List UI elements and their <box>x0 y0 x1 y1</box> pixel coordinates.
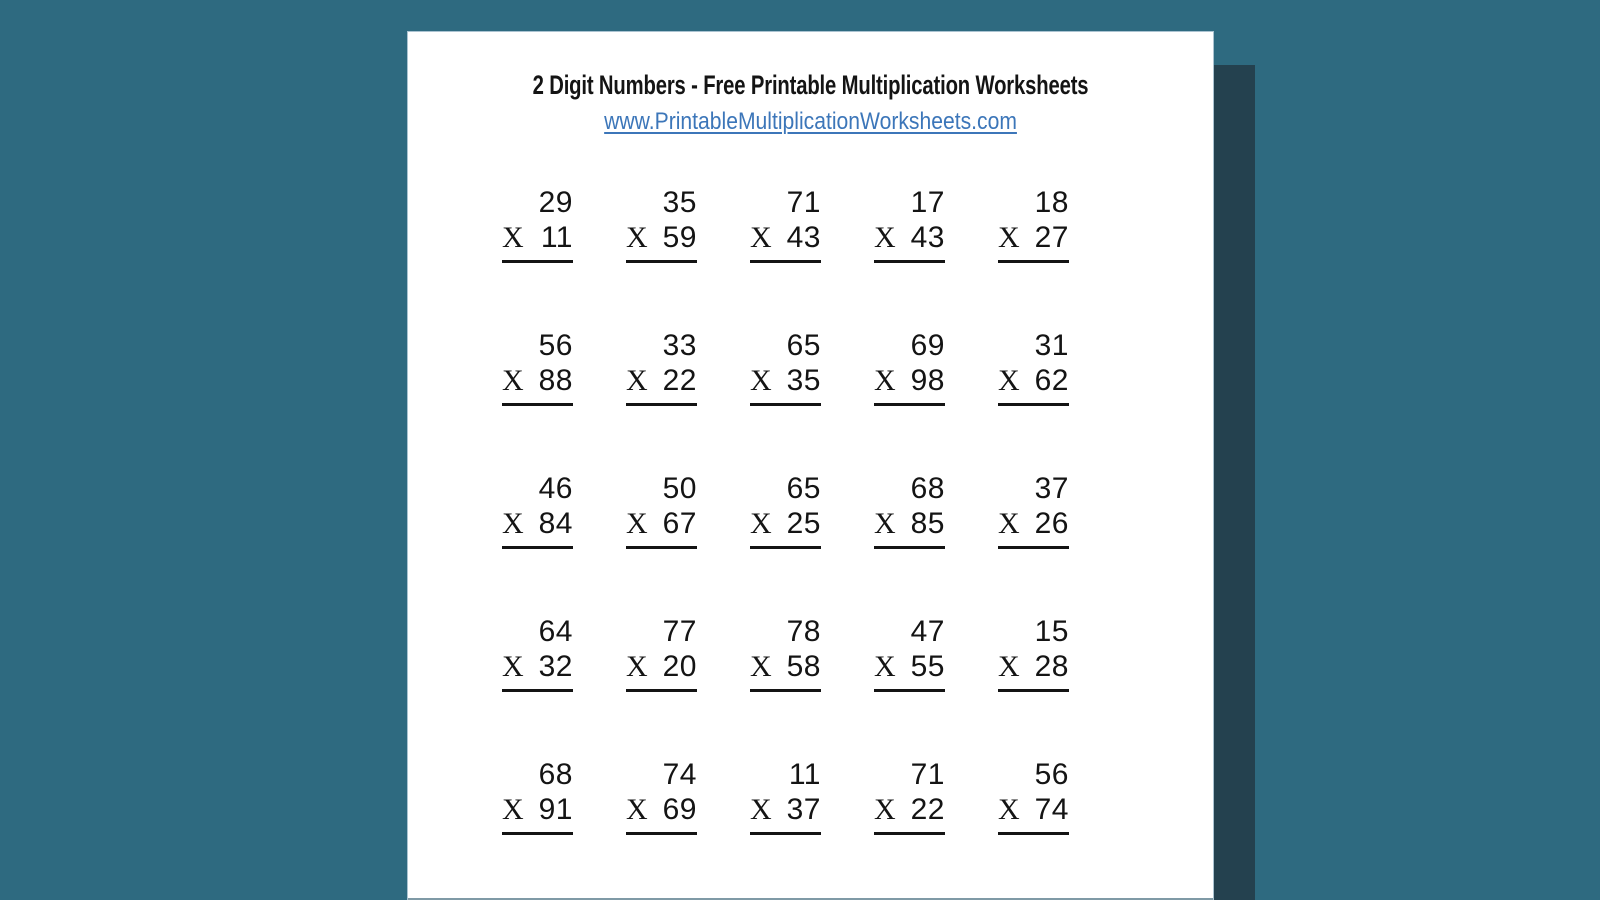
multiply-sign: X <box>750 221 772 255</box>
multiplier: 88 <box>538 364 573 398</box>
worksheet-page <box>408 32 1213 900</box>
multiplier: 43 <box>786 221 821 255</box>
multiplication-problem <box>502 617 573 692</box>
multiplication-problem <box>502 331 573 406</box>
problem-bottom-row <box>874 366 945 396</box>
multiply-sign: X <box>502 793 524 827</box>
problem-bottom-row <box>750 795 821 825</box>
problem-bottom-row <box>998 366 1069 396</box>
answer-line <box>998 832 1069 835</box>
problem-bottom-row <box>502 652 573 682</box>
problem-bottom-row <box>750 366 821 396</box>
problem-bottom-row <box>998 509 1069 539</box>
problem-bottom-row <box>502 795 573 825</box>
multiplicand: 56 <box>538 329 573 363</box>
multiply-sign: X <box>626 364 648 398</box>
problem-bottom-row <box>750 652 821 682</box>
answer-line <box>502 546 573 549</box>
problem-bottom-row <box>750 223 821 253</box>
multiply-sign: X <box>626 650 648 684</box>
multiplier: 22 <box>662 364 697 398</box>
multiplier: 59 <box>662 221 697 255</box>
multiply-sign: X <box>626 507 648 541</box>
answer-line <box>750 546 821 549</box>
multiplicand: 33 <box>662 329 697 363</box>
answer-line <box>502 832 573 835</box>
multiplicand: 50 <box>662 472 697 506</box>
answer-line <box>998 403 1069 406</box>
answer-line <box>874 546 945 549</box>
multiplicand: 64 <box>538 615 573 649</box>
multiplicand: 47 <box>910 615 945 649</box>
multiply-sign: X <box>998 793 1020 827</box>
page-drop-shadow <box>1214 65 1255 900</box>
multiply-sign: X <box>874 793 896 827</box>
multiplicand: 35 <box>662 186 697 220</box>
answer-line <box>874 832 945 835</box>
answer-line <box>626 546 697 549</box>
answer-line <box>750 832 821 835</box>
multiplication-problem <box>502 188 573 263</box>
answer-line <box>874 260 945 263</box>
multiplicand: 74 <box>662 758 697 792</box>
multiplication-problem <box>998 760 1069 835</box>
multiplicand: 71 <box>910 758 945 792</box>
multiply-sign: X <box>750 793 772 827</box>
multiplication-problem <box>626 188 697 263</box>
multiplication-problem <box>626 474 697 549</box>
multiplier: 84 <box>538 507 573 541</box>
multiplication-problem <box>874 617 945 692</box>
multiplication-problem <box>502 474 573 549</box>
problem-bottom-row <box>502 509 573 539</box>
problem-bottom-row <box>998 223 1069 253</box>
multiply-sign: X <box>874 221 896 255</box>
answer-line <box>626 403 697 406</box>
multiplicand: 68 <box>538 758 573 792</box>
answer-line <box>998 546 1069 549</box>
worksheet-title-text: 2 Digit Numbers - Free Printable Multiplication Worksheets <box>532 70 1089 100</box>
multiplication-problem <box>874 188 945 263</box>
problem-bottom-row <box>874 509 945 539</box>
multiplication-problem <box>750 617 821 692</box>
answer-line <box>750 689 821 692</box>
worksheet-title <box>408 32 1213 101</box>
multiply-sign: X <box>874 364 896 398</box>
multiplicand: 78 <box>786 615 821 649</box>
answer-line <box>626 260 697 263</box>
multiplicand: 46 <box>538 472 573 506</box>
multiplier: 37 <box>786 793 821 827</box>
multiplier: 25 <box>786 507 821 541</box>
multiplication-problem <box>626 760 697 835</box>
multiply-sign: X <box>502 364 524 398</box>
multiplicand: 17 <box>910 186 945 220</box>
multiplicand: 69 <box>910 329 945 363</box>
multiplier: 28 <box>1034 650 1069 684</box>
multiply-sign: X <box>998 364 1020 398</box>
problem-bottom-row <box>502 223 573 253</box>
multiplication-problem <box>502 760 573 835</box>
problem-bottom-row <box>750 509 821 539</box>
problem-bottom-row <box>874 795 945 825</box>
multiply-sign: X <box>626 793 648 827</box>
multiplication-problem <box>626 331 697 406</box>
multiplier: 20 <box>662 650 697 684</box>
problem-bottom-row <box>874 223 945 253</box>
multiplication-problem <box>750 474 821 549</box>
answer-line <box>502 260 573 263</box>
multiply-sign: X <box>874 507 896 541</box>
answer-line <box>874 403 945 406</box>
multiplication-problem <box>750 331 821 406</box>
multiplication-problem <box>874 760 945 835</box>
answer-line <box>998 689 1069 692</box>
answer-line <box>874 689 945 692</box>
multiplicand: 37 <box>1034 472 1069 506</box>
multiplication-problem <box>750 188 821 263</box>
answer-line <box>626 689 697 692</box>
multiply-sign: X <box>502 650 524 684</box>
multiplier: 85 <box>910 507 945 541</box>
multiply-sign: X <box>998 221 1020 255</box>
multiplicand: 56 <box>1034 758 1069 792</box>
multiplication-problem <box>998 331 1069 406</box>
multiplicand: 29 <box>538 186 573 220</box>
multiplication-problem <box>998 188 1069 263</box>
problem-bottom-row <box>626 652 697 682</box>
problem-bottom-row <box>626 223 697 253</box>
multiplier: 26 <box>1034 507 1069 541</box>
multiply-sign: X <box>750 650 772 684</box>
problem-bottom-row <box>626 795 697 825</box>
multiplier: 98 <box>910 364 945 398</box>
multiplicand: 71 <box>786 186 821 220</box>
multiplier: 22 <box>910 793 945 827</box>
multiply-sign: X <box>750 507 772 541</box>
multiplication-problem <box>998 474 1069 549</box>
multiplication-problem <box>750 760 821 835</box>
multiplier: 91 <box>538 793 573 827</box>
multiplication-problem <box>874 331 945 406</box>
worksheet-website-link[interactable]: www.PrintableMultiplicationWorksheets.com <box>604 108 1017 136</box>
multiplier: 67 <box>662 507 697 541</box>
multiplier: 27 <box>1034 221 1069 255</box>
multiply-sign: X <box>998 650 1020 684</box>
multiplier: 69 <box>662 793 697 827</box>
multiplier: 74 <box>1034 793 1069 827</box>
answer-line <box>502 403 573 406</box>
problem-bottom-row <box>874 652 945 682</box>
problem-bottom-row <box>998 795 1069 825</box>
multiplicand: 15 <box>1034 615 1069 649</box>
multiplication-problem <box>998 617 1069 692</box>
multiplicand: 31 <box>1034 329 1069 363</box>
multiplier: 32 <box>538 650 573 684</box>
problem-bottom-row <box>502 366 573 396</box>
answer-line <box>998 260 1069 263</box>
answer-line <box>750 403 821 406</box>
multiplier: 62 <box>1034 364 1069 398</box>
answer-line <box>626 832 697 835</box>
multiplicand: 11 <box>788 758 821 792</box>
multiplier: 43 <box>910 221 945 255</box>
multiplier: 35 <box>786 364 821 398</box>
problem-bottom-row <box>998 652 1069 682</box>
worksheet-link-row <box>408 108 1213 136</box>
problems-grid <box>502 188 1213 835</box>
multiplicand: 77 <box>662 615 697 649</box>
multiply-sign: X <box>626 221 648 255</box>
multiplier: 55 <box>910 650 945 684</box>
multiply-sign: X <box>874 650 896 684</box>
multiplicand: 68 <box>910 472 945 506</box>
multiplicand: 65 <box>786 329 821 363</box>
multiply-sign: X <box>502 221 524 255</box>
answer-line <box>750 260 821 263</box>
multiplication-problem <box>626 617 697 692</box>
multiply-sign: X <box>750 364 772 398</box>
problem-bottom-row <box>626 366 697 396</box>
multiply-sign: X <box>998 507 1020 541</box>
multiplicand: 18 <box>1034 186 1069 220</box>
answer-line <box>502 689 573 692</box>
multiplication-problem <box>874 474 945 549</box>
multiply-sign: X <box>502 507 524 541</box>
problem-bottom-row <box>626 509 697 539</box>
multiplier: 58 <box>786 650 821 684</box>
multiplicand: 65 <box>786 472 821 506</box>
multiplier: 11 <box>540 221 573 255</box>
